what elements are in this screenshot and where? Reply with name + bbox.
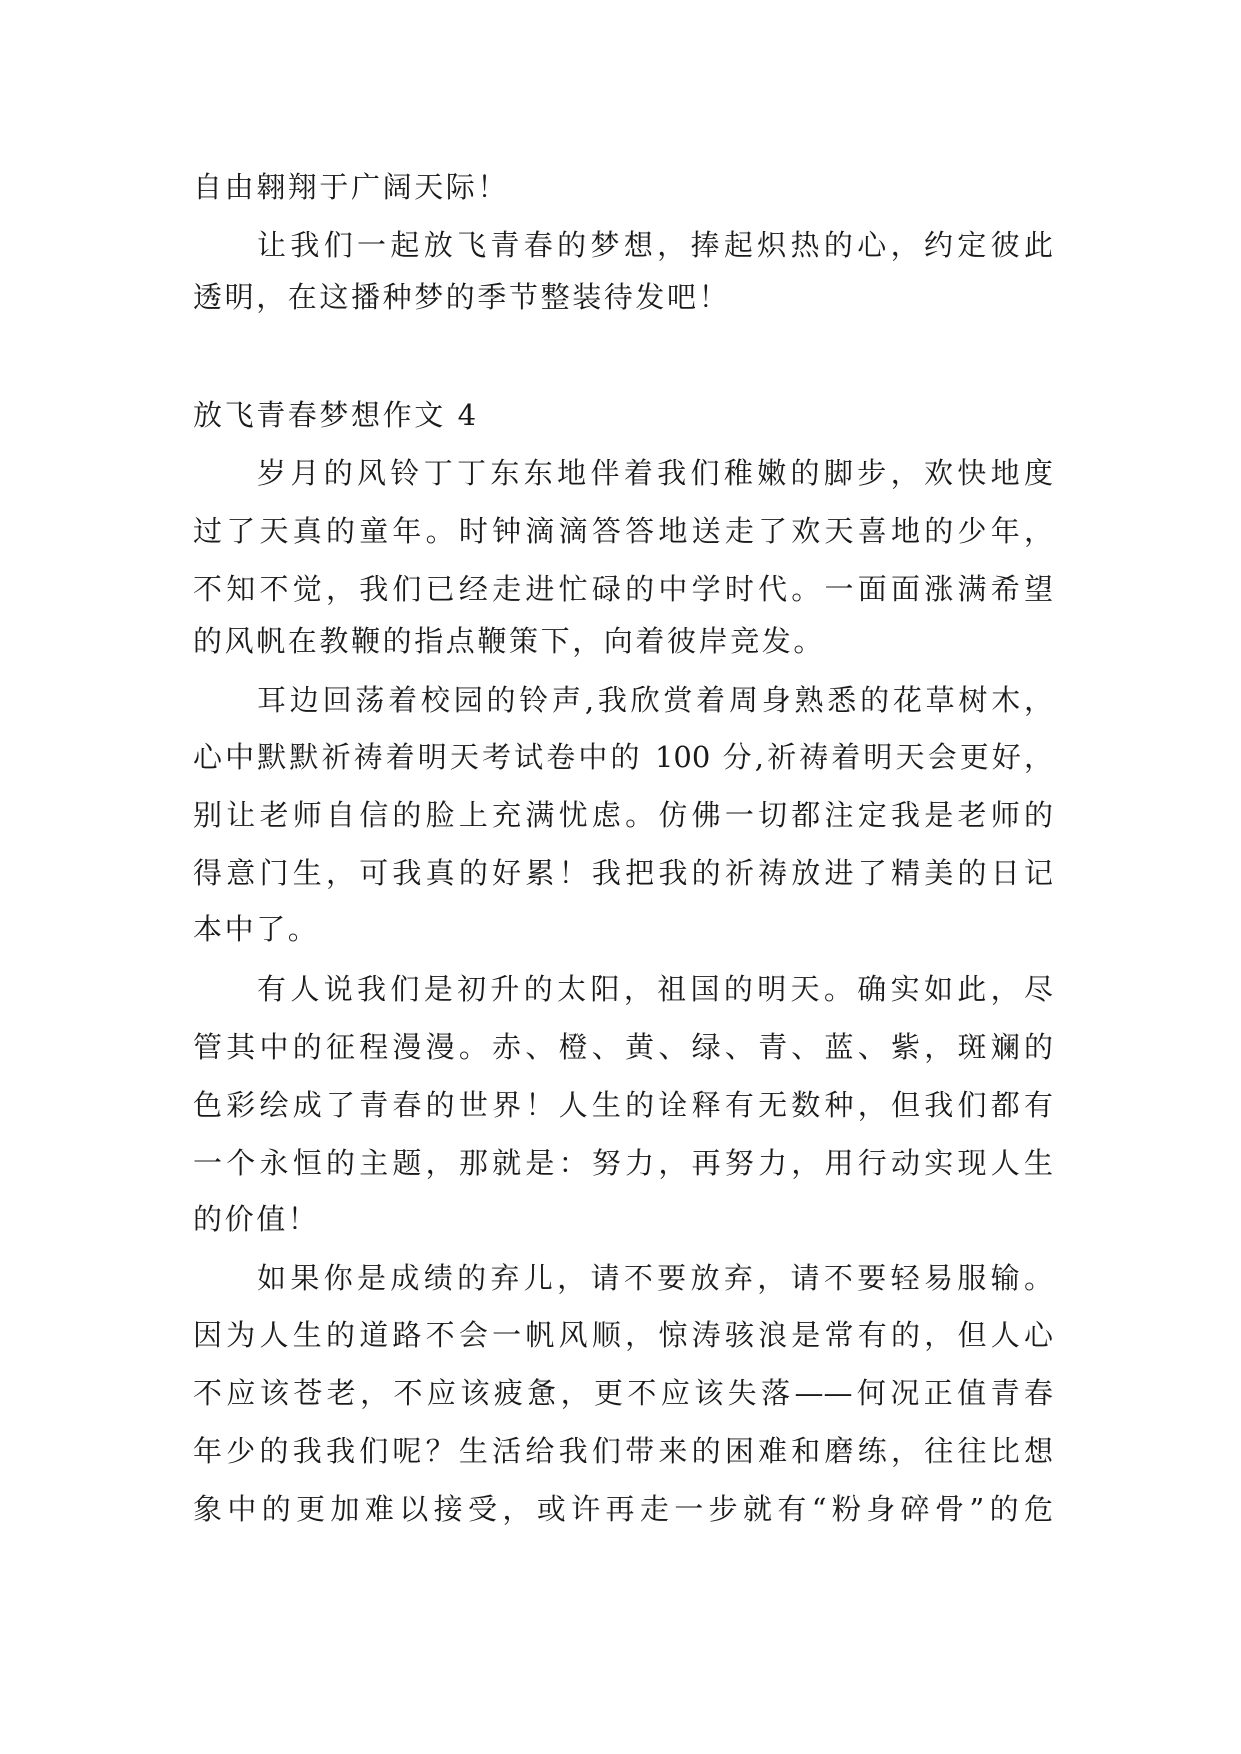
text-line: 有人说我们是初升的太阳，祖国的明天。确实如此，尽	[257, 972, 1053, 1006]
text-line: 一个永恒的主题，那就是：努力，再努力，用行动实现人生	[193, 1146, 1053, 1180]
text-line: 本中了。	[193, 912, 320, 946]
text-line: 色彩绘成了青春的世界！人生的诠释有无数种，但我们都有	[193, 1088, 1053, 1122]
text-line: 不应该苍老，不应该疲惫，更不应该失落——何况正值青春	[193, 1376, 1053, 1410]
text-line: 不知不觉，我们已经走进忙碌的中学时代。一面面涨满希望	[193, 572, 1053, 606]
text-line: 的风帆在教鞭的指点鞭策下，向着彼岸竞发。	[193, 624, 826, 658]
text-line: 象中的更加难以接受，或许再走一步就有“粉身碎骨”的危	[193, 1492, 1053, 1526]
text-line: 别让老师自信的脸上充满忧虑。仿佛一切都注定我是老师的	[193, 798, 1053, 832]
text-line: 过了天真的童年。时钟滴滴答答地送走了欢天喜地的少年，	[193, 514, 1053, 548]
text-line: 年少的我我们呢？生活给我们带来的困难和磨练，往往比想	[193, 1434, 1053, 1468]
text-line: 得意门生，可我真的好累！我把我的祈祷放进了精美的日记	[193, 856, 1053, 890]
text-line: 心中默默祈祷着明天考试卷中的 100 分,祈祷着明天会更好，	[193, 740, 1053, 774]
text-line: 因为人生的道路不会一帆风顺，惊涛骇浪是常有的，但人心	[193, 1318, 1053, 1352]
text-line: 管其中的征程漫漫。赤、橙、黄、绿、青、蓝、紫，斑斓的	[193, 1030, 1053, 1064]
text-line: 自由翱翔于广阔天际！	[193, 170, 510, 204]
section-heading: 放飞青春梦想作文 4	[193, 398, 479, 432]
text-line: 透明，在这播种梦的季节整装待发吧！	[193, 280, 731, 314]
text-line: 耳边回荡着校园的铃声,我欣赏着周身熟悉的花草树木，	[257, 683, 1053, 717]
text-line: 让我们一起放飞青春的梦想，捧起炽热的心，约定彼此	[257, 228, 1053, 262]
text-line: 如果你是成绩的弃儿，请不要放弃，请不要轻易服输。	[257, 1261, 1053, 1295]
text-line: 的价值！	[193, 1202, 320, 1236]
text-line: 岁月的风铃丁丁东东地伴着我们稚嫩的脚步，欢快地度	[257, 456, 1053, 490]
